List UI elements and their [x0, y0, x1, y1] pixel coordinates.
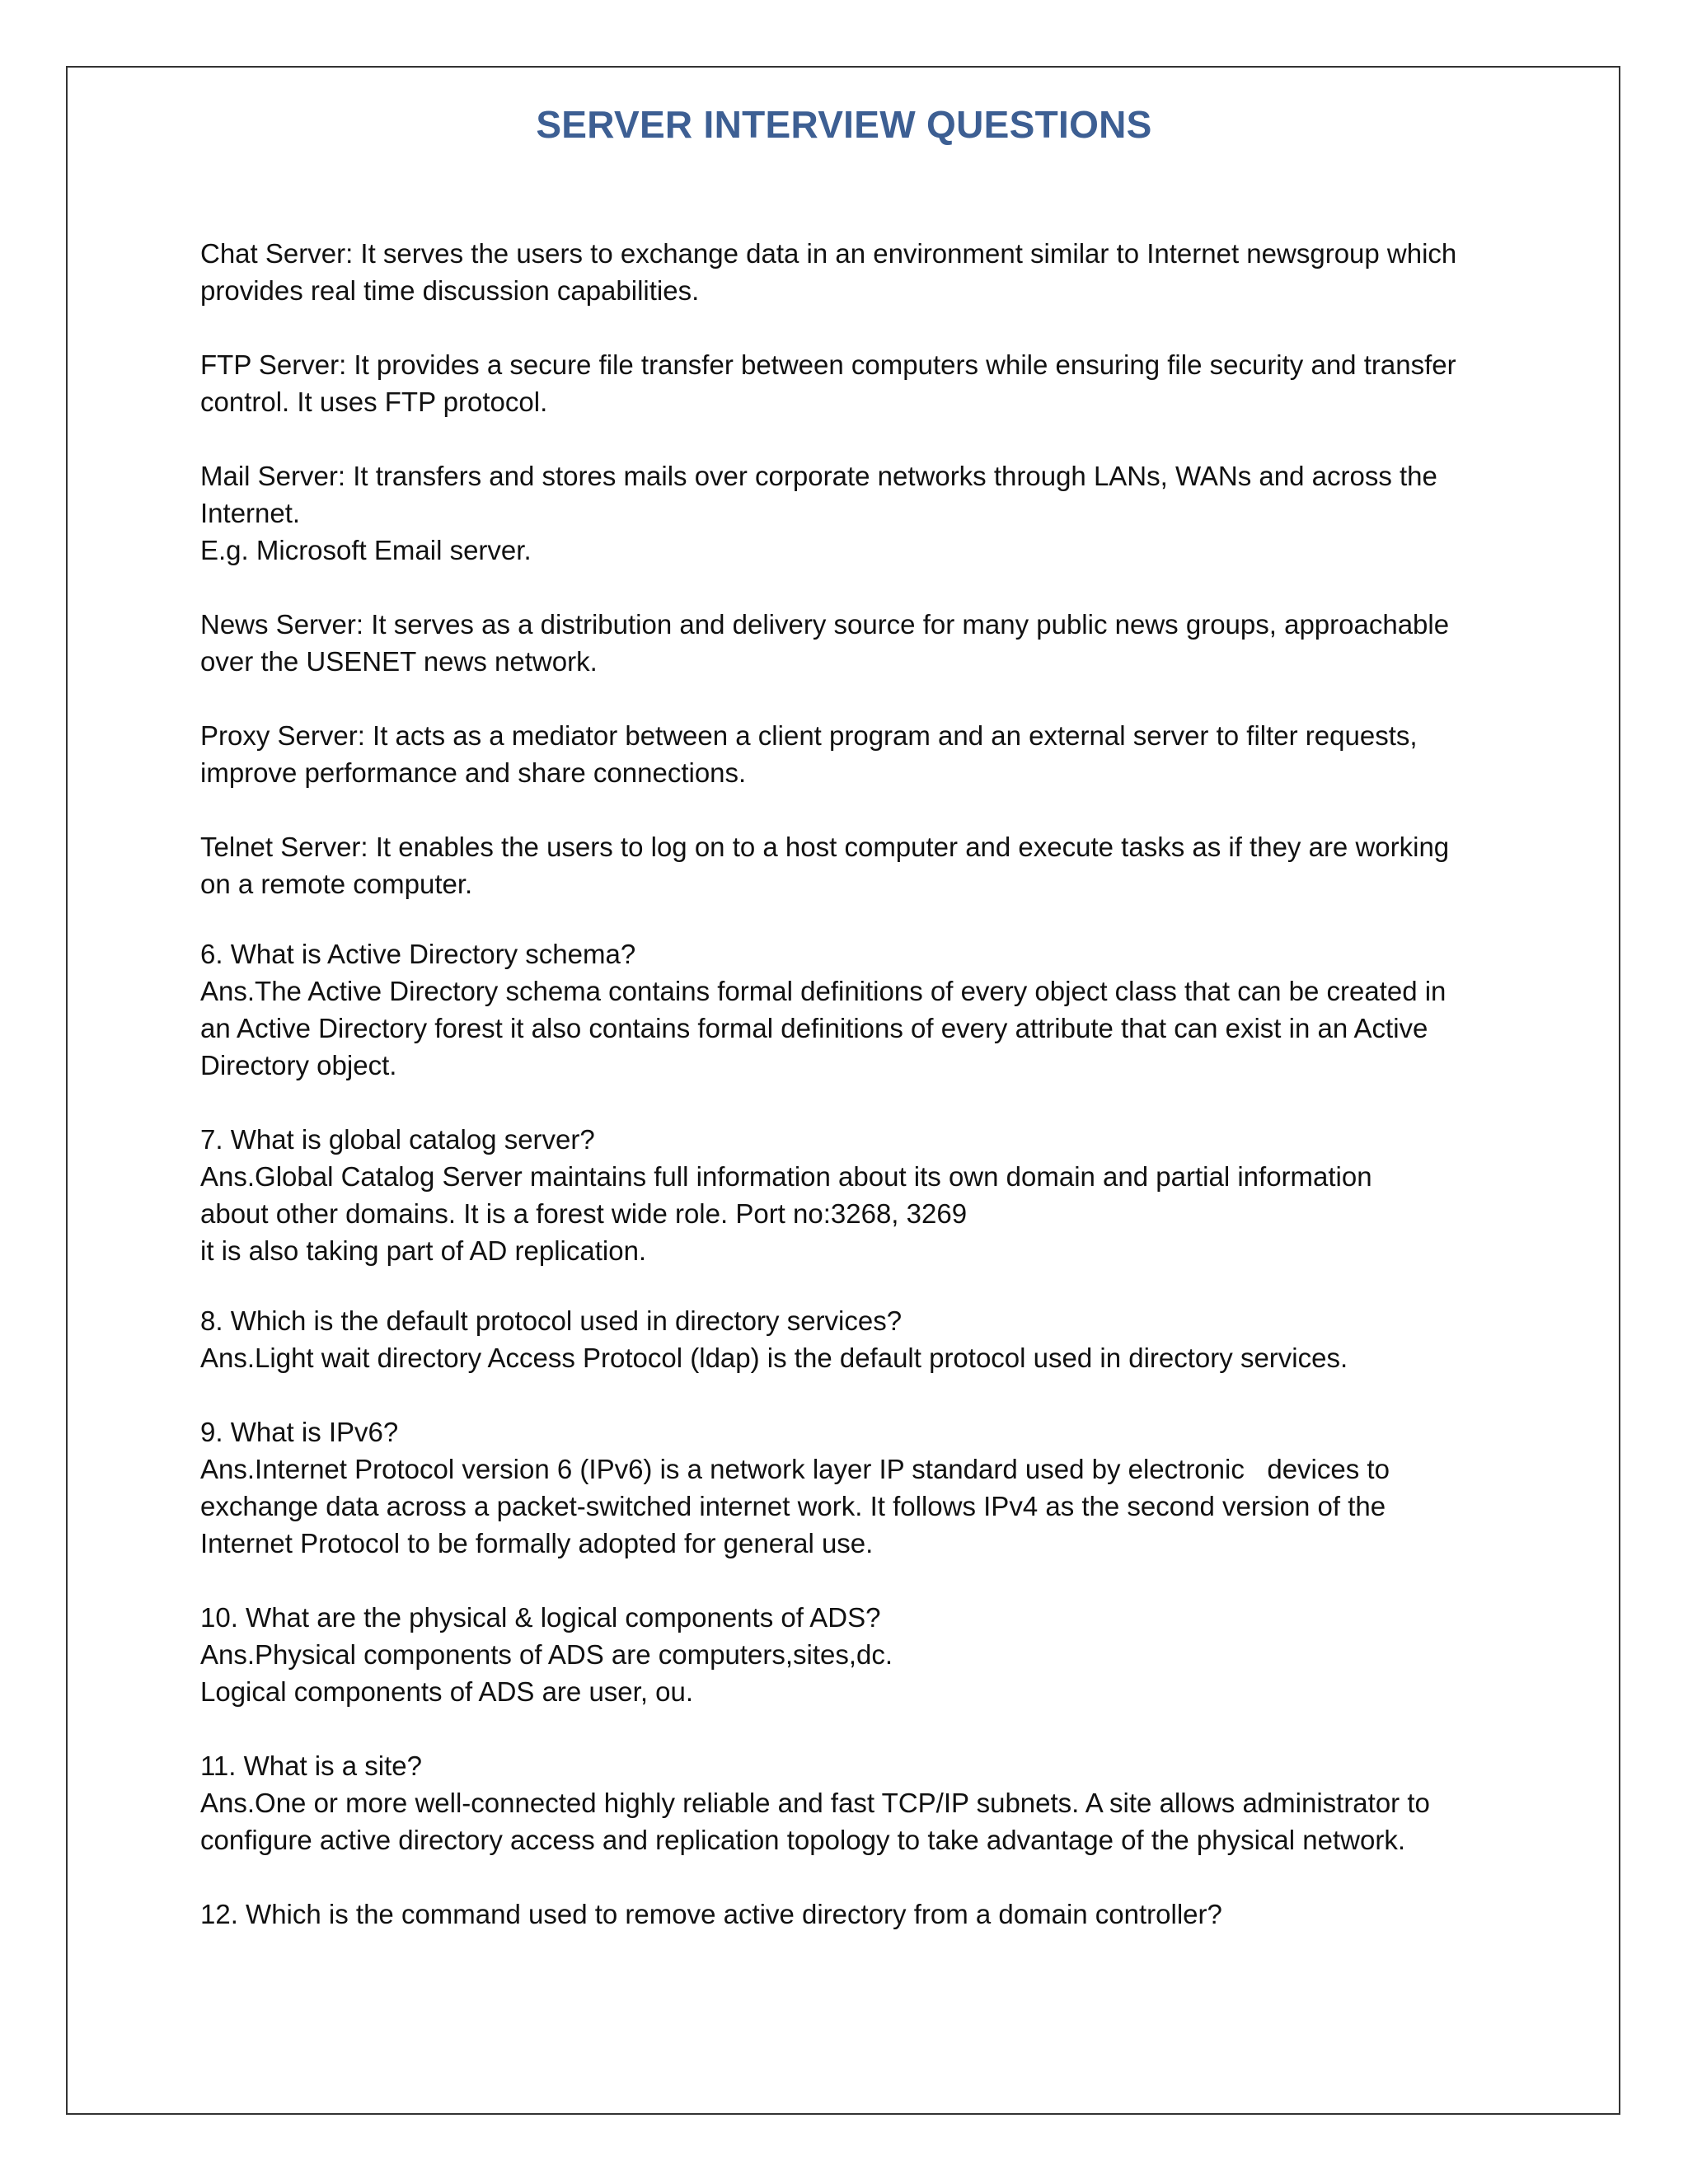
text-line: FTP Server: It provides a secure file transfer between computers while ensuring file security and transfer: [200, 349, 1456, 380]
answer-text: Ans.Light wait directory Access Protocol (ldap) is the default protocol used in directory services.: [200, 1343, 1348, 1373]
answer-text: Directory object.: [200, 1050, 397, 1080]
text-line: improve performance and share connections.: [200, 757, 747, 788]
paragraph-news-server: [200, 606, 1503, 680]
question-text: 7. What is global catalog server?: [200, 1124, 595, 1155]
paragraph-telnet-server: [200, 828, 1503, 902]
document-body: [200, 235, 1503, 1970]
text-line: E.g. Microsoft Email server.: [200, 535, 532, 565]
question-text: 11. What is a site?: [200, 1750, 423, 1781]
question-text: 8. Which is the default protocol used in directory services?: [200, 1305, 903, 1336]
text-line: on a remote computer.: [200, 869, 473, 899]
text-line: Mail Server: It transfers and stores mails over corporate networks through LANs, WANs and across the: [200, 461, 1437, 491]
answer-text: Ans.Physical components of ADS are computers,sites,dc.: [200, 1639, 893, 1670]
text-line: Proxy Server: It acts as a mediator between a client program and an external server to filter requests,: [200, 720, 1418, 751]
text-line: Internet.: [200, 498, 301, 528]
answer-text: it is also taking part of AD replication.: [200, 1235, 647, 1266]
paragraph-proxy-server: [200, 717, 1503, 791]
question-9: [200, 1413, 1503, 1562]
question-8: [200, 1302, 1503, 1376]
question-12: [200, 1896, 1503, 1933]
question-7: [200, 1121, 1503, 1269]
question-6: [200, 935, 1503, 1084]
answer-text: Ans.One or more well-connected highly reliable and fast TCP/IP subnets. A site allows administrator to: [200, 1788, 1430, 1818]
text-line: Chat Server: It serves the users to exchange data in an environment similar to Internet newsgroup which: [200, 238, 1457, 269]
text-line: provides real time discussion capabilities.: [200, 275, 700, 306]
answer-text: Ans.The Active Directory schema contains formal definitions of every object class that can be created in: [200, 976, 1447, 1006]
answer-text: Ans.Global Catalog Server maintains full information about its own domain and partial information: [200, 1161, 1372, 1192]
answer-text: Logical components of ADS are user, ou.: [200, 1676, 694, 1707]
question-text: 10. What are the physical & logical components of ADS?: [200, 1602, 881, 1633]
question-10: [200, 1599, 1503, 1710]
answer-text: Ans.Internet Protocol version 6 (IPv6) is a network layer IP standard used by electronic devices to: [200, 1454, 1390, 1484]
text-line: over the USENET news network.: [200, 646, 598, 677]
answer-text: configure active directory access and replication topology to take advantage of the physical network.: [200, 1825, 1406, 1855]
text-line: control. It uses FTP protocol.: [200, 387, 548, 417]
text-line: Telnet Server: It enables the users to log on to a host computer and execute tasks as if they are working: [200, 832, 1450, 862]
paragraph-ftp-server: [200, 346, 1503, 420]
question-text: 12. Which is the command used to remove active directory from a domain controller?: [200, 1899, 1222, 1929]
page-title: SERVER INTERVIEW QUESTIONS: [536, 103, 1152, 146]
paragraph-chat-server: [200, 235, 1503, 309]
answer-text: an Active Directory forest it also contains formal definitions of every attribute that can exist in an Active: [200, 1013, 1428, 1043]
question-text: 9. What is IPv6?: [200, 1417, 399, 1447]
question-11: [200, 1747, 1503, 1858]
answer-text: Internet Protocol to be formally adopted for general use.: [200, 1528, 874, 1558]
question-text: 6. What is Active Directory schema?: [200, 939, 636, 969]
text-line: News Server: It serves as a distribution and delivery source for many public news groups, approachable: [200, 609, 1450, 640]
answer-text: exchange data across a packet-switched internet work. It follows IPv4 as the second version of the: [200, 1491, 1386, 1521]
answer-text: about other domains. It is a forest wide role. Port no:3268, 3269: [200, 1198, 968, 1229]
paragraph-mail-server: [200, 457, 1503, 569]
